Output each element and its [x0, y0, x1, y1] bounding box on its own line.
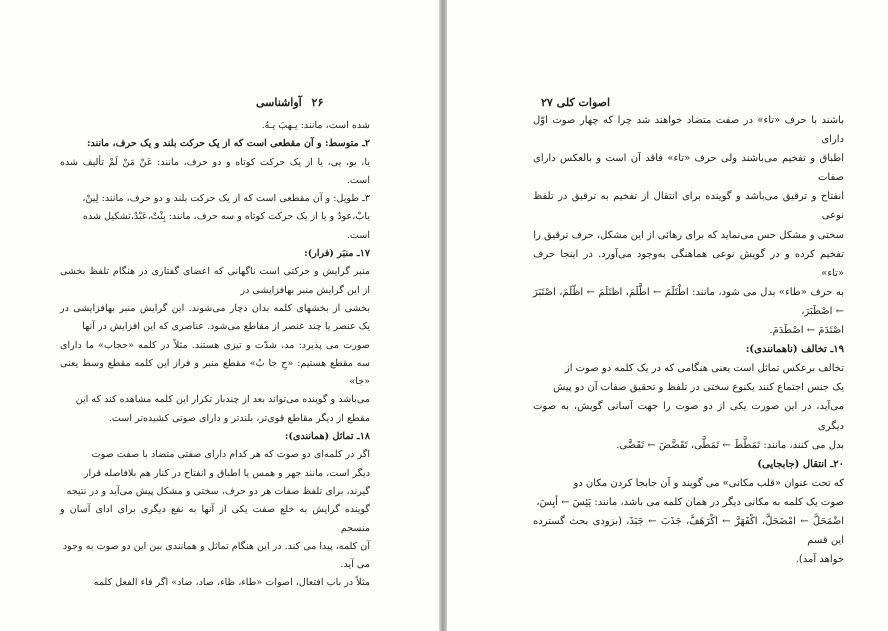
right-paragraph: یک جنس اجتماع کنند یکنوع سختی در تلفظ و تحقیق صفات آن دو پیش [553, 382, 844, 394]
right-paragraph: اضْمَحَلَّ ← امْضَحَلَّ، اکْفَهَرَّ ← اکْرَهَفَّ، جَذَبَ ← جَبَذَ، (بزودی بحث گسترده این قسم [533, 515, 844, 547]
left-page-header [256, 96, 323, 109]
book-gutter [439, 0, 447, 631]
right-paragraph: تفخیم کرده و در گویش نوعی هماهنگی به‌وجود می‌آورد. در اینجا حرف «تاء» [533, 248, 844, 279]
right-page-number: ۲۷ [541, 96, 553, 109]
right-section-heading: ۱۹ـ تخالف (ناهمانندی): [745, 344, 844, 356]
right-section-heading: ۲۰ـ انتقال (جابجایی) [757, 458, 844, 470]
left-paragraph: صورت می پذیرد: مد، شدّت و تیزی هستند. مثلاً در کلمه «حجاب» ما دارای سه مقطع هستیم: «حِ جا بُ» مقطع منبر و فراز این کلمه مقطع وسط یعنی «جا» [60, 339, 370, 388]
right-paragraph: خواهد آمد). [795, 554, 844, 566]
right-paragraph: می‌آید، در این صورت یکی از دو صوت را جهت آسانی گویش، به صوت دیگری [533, 401, 844, 432]
right-paragraph: که تحت عنوان «قلب مکانی» می گویند و آن جابجا کردن مکان دو [573, 477, 844, 489]
left-page-number: ۲۶ [311, 96, 324, 109]
left-paragraph: آن کلمه، پیدا می کند. در این هنگام تماثل و همانندی بین این دو صوت به وجود [62, 540, 370, 552]
right-paragraph: سختی و مشکل حس می‌نماید که برای رهائی از این مشکل، حرف ترقیق را [533, 229, 844, 241]
right-paragraph: بدل می کنند، مانند: تَمَطَّطَ ← تَمَطَّى، تَقَضَّضَ ← تَقَضَّى. [616, 439, 844, 451]
left-paragraph: بابْ،عودٌ و یا از یک حرکت کوتاه و سه حرف، مانند: بِنْتٌ،عَبْدٌ،تشکیل شده [82, 211, 370, 223]
left-paragraph: بخشی از بخشهای کلمه بدان دچار می‌شوند. این گرایش منبر بهافزایشی در یک عنصر یا چند عنصر از مقاطع می‌شود. عناصری که این افزایش در آنها [60, 302, 370, 333]
left-page-body [60, 117, 370, 593]
left-paragraph: است. [346, 229, 370, 241]
left-running-title: آواشناسی [256, 96, 302, 109]
right-paragraph: اطباق و تفخیم می‌باشند ولی حرف «تاء» فاقد آن است و بالعکس دارای صفات [533, 153, 844, 184]
left-section-heading: ۱۸ـ تماثل (همانندی): [284, 431, 370, 443]
left-paragraph: منبر گرایش و حرکتی است ناگهانی که اعضای گفتاری در هنگام تلفظ بخشی از این گرایش منبر بهافزایشی در [60, 266, 370, 296]
left-paragraph: گیرند، برای تلفظ صفات هر دو حرف، سختی و مشکل پیش می‌آید و در نتیجه [66, 485, 370, 497]
left-paragraph: گوینده گرایش به خلع صفت یکی از آنها به نفع دیگری برای ادای آسان و منسجم [60, 504, 370, 534]
right-paragraph: تخالف برعکس تماثل است یعنی هنگامی که در یک کلمه دو صوت از [564, 363, 844, 375]
right-paragraph: اصْتَدَمَ ← اصْطَدَمَ. [769, 325, 844, 337]
left-paragraph: یا، یو، یی، یا از یک حرکت کوتاه و دو حرف، مانند: عَنْ مَنْ لَمْ تألیف شده است. [60, 156, 370, 186]
right-running-title: اصوات کلی [556, 96, 611, 109]
left-paragraph: شده است، مانند: یـهبَ یـهُ. [261, 120, 370, 131]
right-paragraph: باشند با حرف «تاء» در صفت متضاد خواهند شد چرا که چهار صوت اوّل دارای [533, 115, 844, 146]
left-paragraph: اگر در کلمه‌ای دو صوت که هر کدام دارای صفتی متضاد با صفت صوت [91, 449, 370, 461]
left-paragraph: مثلاً در باب افتعال، اصوات «طاء، ظاء، صاد، ضاد» اگر فاء الفعل کلمه [93, 577, 370, 589]
left-page [0, 0, 439, 631]
left-paragraph: می آید. [340, 559, 370, 571]
left-paragraph: می‌باشد و گوینده می‌تواند بعد از چندبار تکرار این کلمه مشاهده کند که این [75, 394, 370, 406]
right-paragraph: انفتاح و ترقیق می‌باشد و گوینده برای انتقال از تفخیم به ترقیق در تلفظ نوعی [533, 191, 844, 222]
left-section-heading: ۱۷ـ منبَر (فرار): [304, 248, 370, 260]
left-paragraph: مقطع از دیگر مقاطع قوی‌تر، بلندتر و دارای صوتی کشیده‌تر است. [108, 412, 370, 424]
right-page-body [533, 111, 844, 569]
right-page [447, 0, 888, 631]
left-paragraph: دیگر است، مانند جهر و همس یا اطباق و انفتاح در کنار هم بلافاصله قرار [83, 467, 370, 479]
right-paragraph: به حرف «طاء» بدل می شود، مانند: اطْتَلَمَ ← اطَّلَمَ، اظتَلَمَ ← اظّلَمَ، اصْتَبَرَ ← اصْطَبَرَ، [533, 286, 844, 317]
left-paragraph: ۳ـ طویل: و آن مقطعی است که از یک حرکت بلند و دو حرف، مانند: لِینْ، [82, 193, 370, 205]
right-paragraph: صوت یک کلمه به مکانی دیگر در همان کلمه می باشد، مانند: یَئِسَ ← أیِسَ، [536, 496, 844, 508]
right-page-header [535, 96, 610, 109]
left-paragraph: ۲ـ متوسط: و آن مقطعی است که از یک حرکت بلند و یک حرف، مانند: [87, 138, 370, 150]
